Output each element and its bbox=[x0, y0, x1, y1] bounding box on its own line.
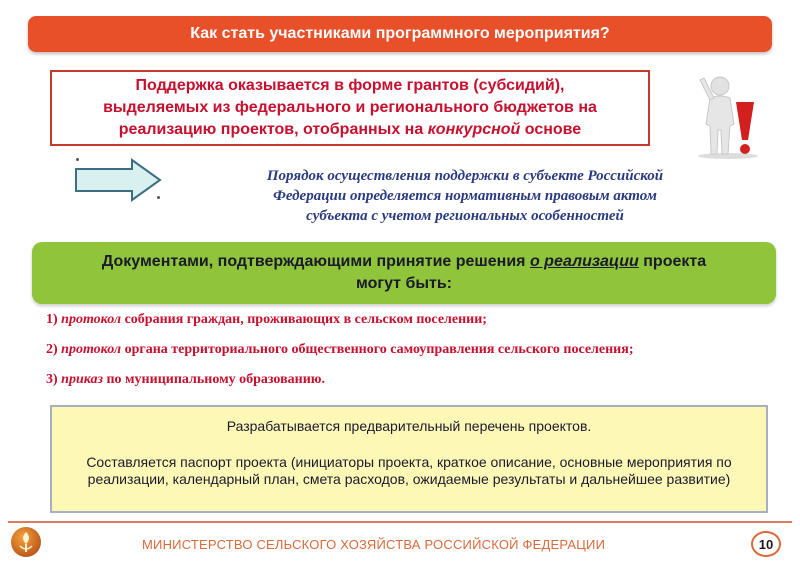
slide-title: Как стать участниками программного мероприятия? bbox=[190, 25, 610, 42]
documents-heading-banner bbox=[32, 242, 776, 304]
document-item-text: по муниципальному образованию. bbox=[102, 372, 325, 387]
document-item-term: приказ bbox=[61, 372, 103, 387]
grants-line-3-prefix: реализацию проектов, отобранных на bbox=[118, 121, 428, 138]
document-item-number: 3) bbox=[46, 372, 62, 387]
document-item-term: протокол bbox=[61, 312, 122, 327]
order-line-3: субъекта с учетом региональных особенностей bbox=[306, 208, 624, 224]
docs-heading-suffix: проекта bbox=[638, 253, 707, 270]
projects-list-text: Разрабатывается предварительный перечень проектов. bbox=[226, 418, 592, 434]
page-number-badge bbox=[751, 531, 781, 557]
grants-line-3 bbox=[52, 119, 648, 141]
ministry-emblem-icon bbox=[10, 526, 42, 558]
support-order-text bbox=[200, 166, 730, 226]
decorative-dot bbox=[76, 158, 79, 161]
project-passport-text: Составляется паспорт проекта (инициаторы проекта, краткое описание, основные мероприятия по реализации, календарный план, смета расходов, ожидаемые результаты и дальнейшее развитие) bbox=[86, 454, 732, 487]
docs-heading-prefix: Документами, подтверждающими принятие решения bbox=[101, 253, 530, 270]
grants-line-2: выделяемых из федерального и регионального бюджетов на bbox=[103, 99, 597, 116]
grants-info-box bbox=[50, 70, 650, 146]
slide-title-banner bbox=[28, 16, 772, 52]
docs-heading-emphasis: о реализации bbox=[529, 253, 639, 270]
grants-line-1: Поддержка оказывается в форме грантов (субсидий), bbox=[135, 77, 565, 94]
arrow-right-icon bbox=[74, 158, 164, 202]
documents-heading-line-2: могут быть: bbox=[356, 275, 452, 292]
document-item-number: 2) bbox=[46, 342, 62, 357]
project-development-box bbox=[50, 405, 768, 513]
order-line-2: Федерации определяется нормативным правовым актом bbox=[273, 188, 657, 204]
document-item bbox=[46, 372, 325, 388]
order-line-1: Порядок осуществления поддержки в субъекте Российской bbox=[266, 168, 664, 184]
decorative-dot bbox=[157, 196, 160, 199]
page-number: 10 bbox=[758, 536, 774, 552]
document-item bbox=[46, 312, 487, 328]
document-item-term: протокол bbox=[61, 342, 122, 357]
document-item bbox=[46, 342, 633, 358]
documents-heading-line-1 bbox=[32, 251, 776, 273]
footer-divider bbox=[8, 521, 792, 523]
document-item-number: 1) bbox=[46, 312, 62, 327]
grants-line-3-suffix: основе bbox=[520, 121, 582, 138]
ministry-footer-text: МИНИСТЕРСТВО СЕЛЬСКОГО ХОЗЯЙСТВА РОССИЙСКОЙ ФЕДЕРАЦИИ bbox=[142, 537, 606, 552]
document-item-text: собрания граждан, проживающих в сельском поселении; bbox=[121, 312, 487, 327]
person-exclamation-icon bbox=[690, 72, 770, 160]
grants-line-3-italic: конкурсной bbox=[427, 121, 521, 138]
document-item-text: органа территориального общественного самоуправления сельского поселения; bbox=[121, 342, 634, 357]
